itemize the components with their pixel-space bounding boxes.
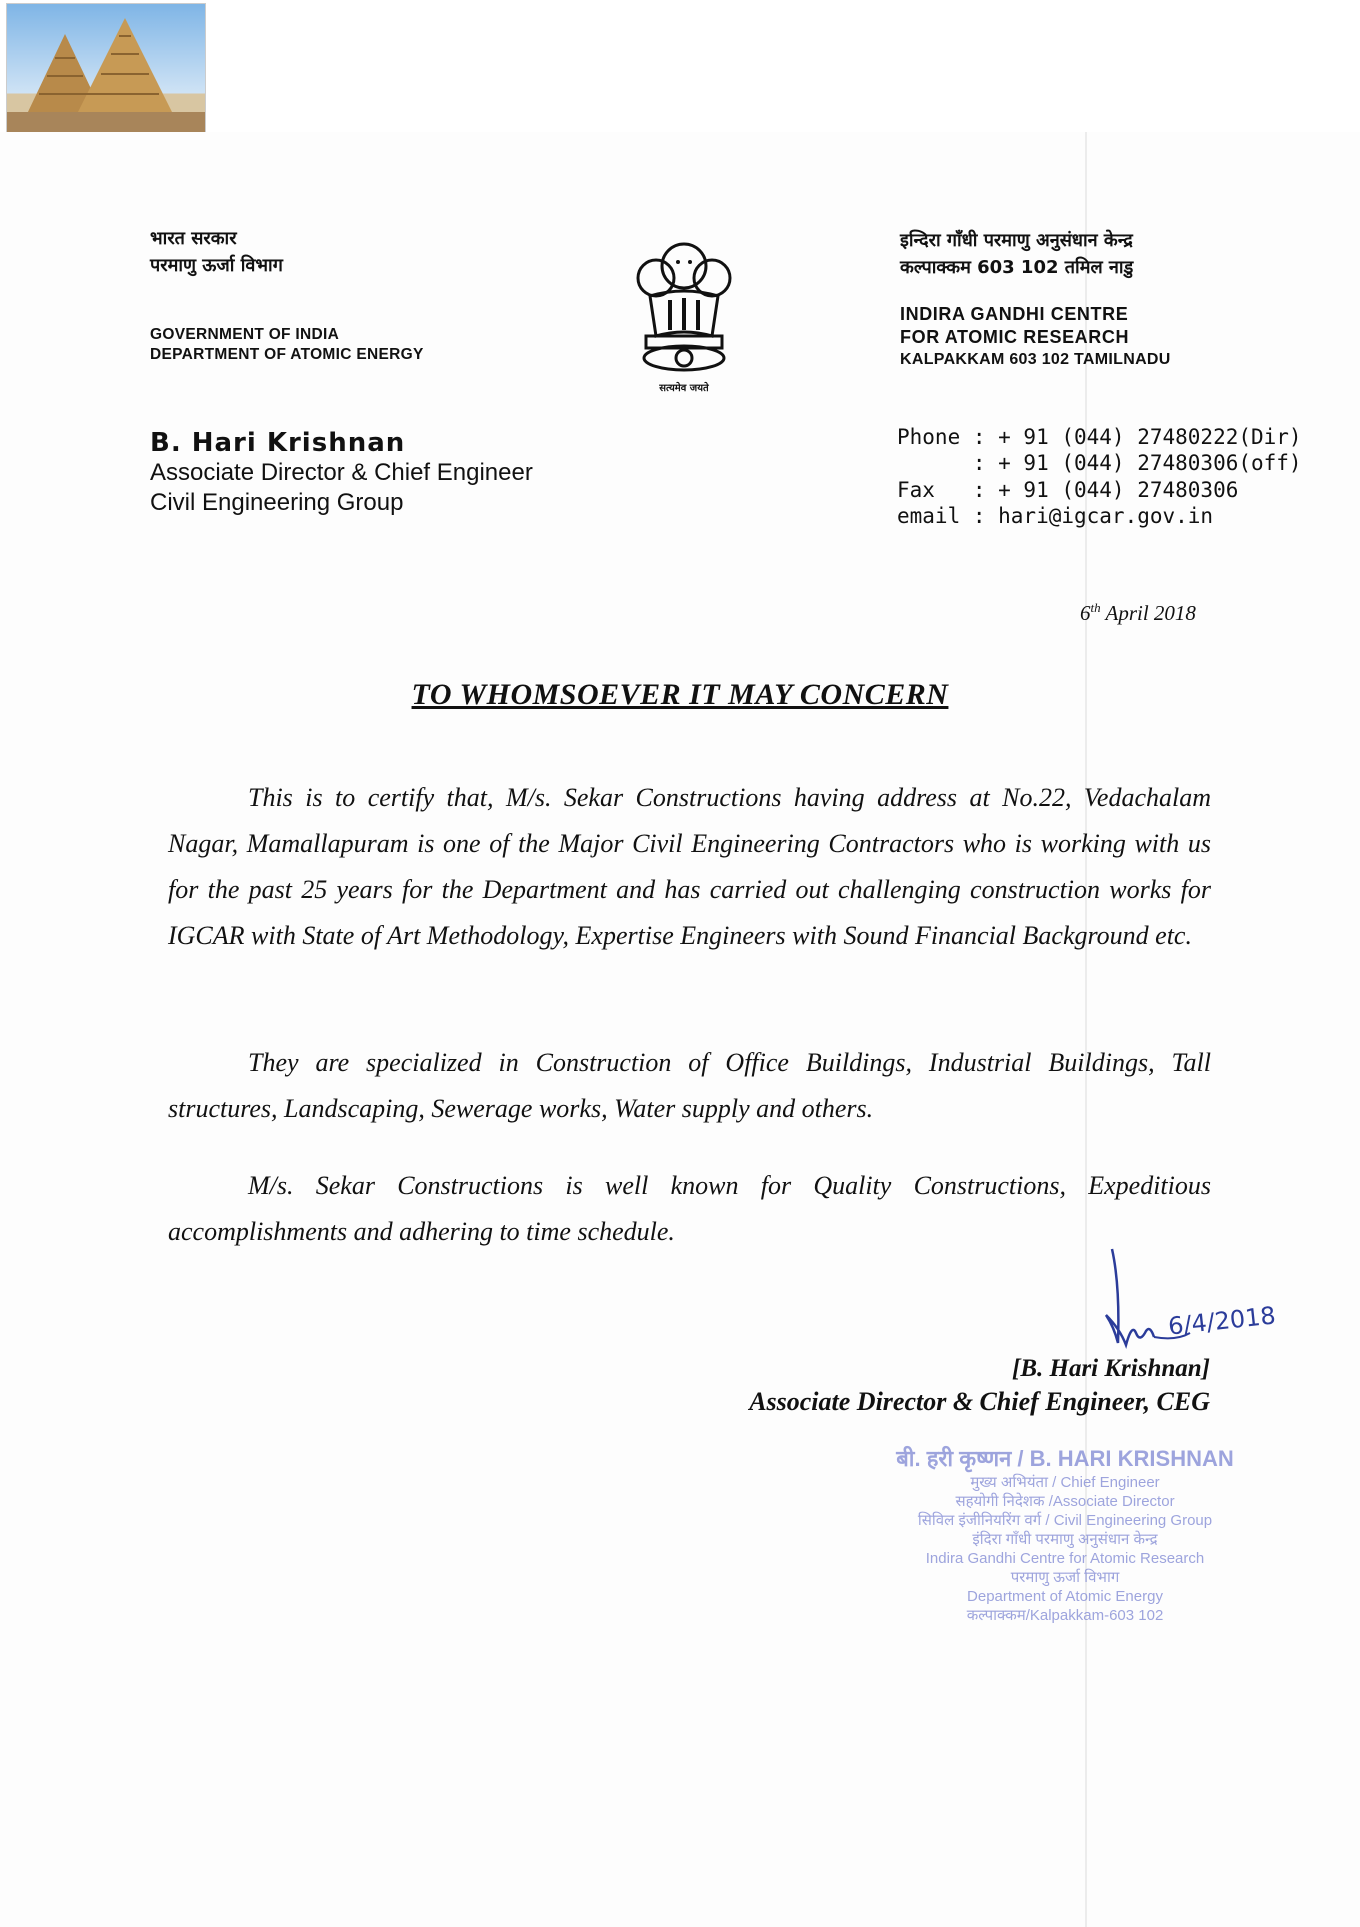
date-day: 6 bbox=[1080, 601, 1091, 625]
official-stamp bbox=[855, 1445, 1275, 1625]
centre-hindi-line2: कल्पाक्कम 603 102 तमिल नाडु bbox=[900, 257, 1134, 278]
govt-hindi-line2: परमाणु ऊर्जा विभाग bbox=[150, 255, 283, 276]
stamp-line-4: सिविल इंजीनियरिंग वर्ग / Civil Engineering Group bbox=[917, 1512, 1213, 1529]
signatory-designation: Associate Director & Chief Engineer, CEG bbox=[749, 1387, 1210, 1416]
stamp-line-6: Indira Gandhi Centre for Atomic Research bbox=[925, 1550, 1205, 1567]
contact-phone-dir: Phone : + 91 (044) 27480222(Dir) bbox=[897, 425, 1302, 449]
govt-hindi-line1: भारत सरकार bbox=[150, 228, 237, 249]
centre-english-line2: FOR ATOMIC RESEARCH bbox=[900, 327, 1130, 347]
temple-photo-thumbnail bbox=[6, 3, 206, 133]
stamp-line-8: Department of Atomic Energy bbox=[967, 1588, 1163, 1605]
sender-name: B. Hari Krishnan bbox=[150, 428, 406, 458]
contact-email: email : hari@igcar.gov.in bbox=[897, 504, 1214, 528]
centre-english-line3: KALPAKKAM 603 102 TAMILNADU bbox=[900, 351, 1171, 368]
govt-english-line2: DEPARTMENT OF ATOMIC ENERGY bbox=[150, 346, 424, 363]
letter-sheet bbox=[0, 132, 1360, 1927]
handwritten-date: 6/4/2018 bbox=[1166, 1301, 1277, 1341]
stamp-line-3: सहयोगी निदेशक /Associate Director bbox=[955, 1493, 1175, 1510]
stamp-line-2: मुख्य अभियंता / Chief Engineer bbox=[970, 1474, 1160, 1491]
letter-heading: TO WHOMSOEVER IT MAY CONCERN bbox=[411, 678, 949, 711]
stamp-line-1: बी. हरी कृष्णन / B. HARI KRISHNAN bbox=[896, 1446, 1234, 1471]
govt-english-line1: GOVERNMENT OF INDIA bbox=[150, 326, 340, 343]
letter-date bbox=[1080, 600, 1196, 626]
date-month-year: April 2018 bbox=[1100, 601, 1196, 625]
paragraph-3: M/s. Sekar Constructions is well known for Quality Constructions, Expeditious accomplishments and adhering to time schedule. bbox=[168, 1171, 1211, 1246]
stamp-line-5: इंदिरा गाँधी परमाणु अनुसंधान केन्द्र bbox=[972, 1531, 1158, 1548]
centre-english-line1: INDIRA GANDHI CENTRE bbox=[900, 304, 1129, 324]
handwritten-signature bbox=[1080, 1245, 1280, 1365]
sender-designation-line1: Associate Director & Chief Engineer bbox=[150, 459, 533, 486]
sender-designation-line2: Civil Engineering Group bbox=[150, 489, 404, 516]
signatory-name: [B. Hari Krishnan] bbox=[1012, 1355, 1210, 1382]
national-emblem bbox=[628, 236, 740, 396]
lion-capital-icon bbox=[628, 236, 740, 376]
date-suffix: th bbox=[1090, 600, 1101, 615]
centre-hindi-line1: इन्दिरा गाँधी परमाणु अनुसंधान केन्द्र bbox=[900, 230, 1133, 251]
paragraph-1: This is to certify that, M/s. Sekar Constructions having address at No.22, Vedachalam Nagar, Mamallapuram is one of the Major Civil Engineering Contractors who is working with us for the past 25 years for the Department and has carried out challenging construction works for IGCAR with State of Art Methodology, Expertise Engineers with Sound Financial Background etc. bbox=[168, 783, 1211, 950]
temple-illustration bbox=[7, 4, 205, 132]
page-fold-line bbox=[1085, 132, 1087, 1927]
contact-phone-off: : + 91 (044) 27480306(off) bbox=[897, 451, 1302, 475]
stamp-line-7: परमाणु ऊर्जा विभाग bbox=[1010, 1569, 1120, 1586]
stamp-line-9: कल्पाक्कम/Kalpakkam-603 102 bbox=[966, 1607, 1164, 1624]
paragraph-2: They are specialized in Construction of Office Buildings, Industrial Buildings, Tall structures, Landscaping, Sewerage works, Water supply and others. bbox=[168, 1048, 1211, 1123]
contact-fax: Fax : + 91 (044) 27480306 bbox=[897, 478, 1239, 502]
emblem-motto: सत्यमेव जयते bbox=[659, 383, 709, 394]
